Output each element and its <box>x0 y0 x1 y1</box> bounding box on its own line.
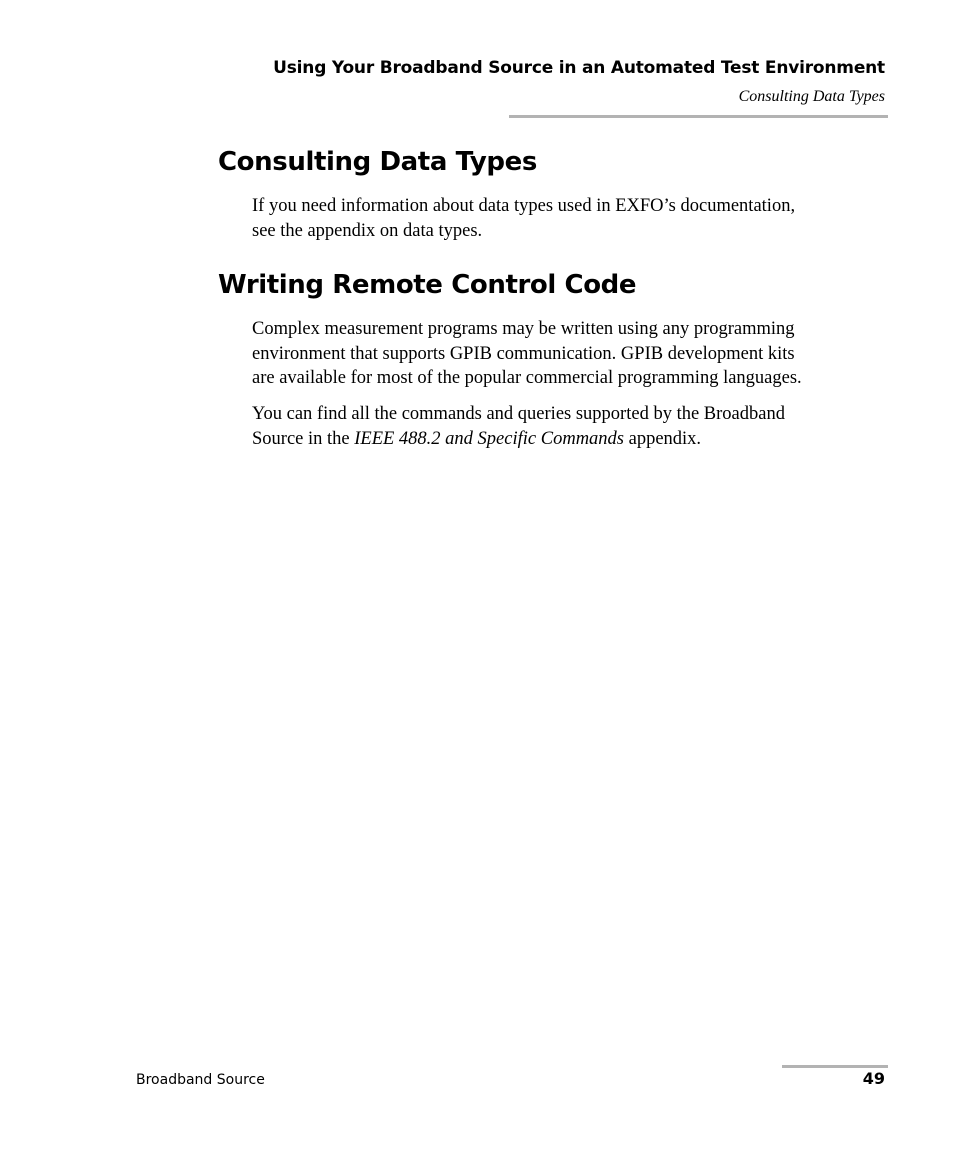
paragraph-programming-environments: Complex measurement programs may be written using any programming environment that supports GPIB communication. GPIB development kits are available for most of the popular commercial programming languages. <box>252 319 802 388</box>
header-divider <box>509 115 888 118</box>
running-header-chapter-title: Using Your Broadband Source in an Automated Test Environment <box>273 58 885 78</box>
section-heading-writing-remote-control-code: Writing Remote Control Code <box>218 270 637 300</box>
running-header <box>273 56 885 108</box>
footer-product-name: Broadband Source <box>136 1072 265 1088</box>
section-heading-consulting-data-types: Consulting Data Types <box>218 147 537 177</box>
paragraph-commands-reference <box>252 402 892 451</box>
reference-text-before: You can find all the commands and queries supported by the Broadband Source in the <box>252 404 785 449</box>
footer-divider <box>782 1065 888 1068</box>
reference-text-after: appendix. <box>624 428 702 449</box>
appendix-reference: IEEE 488.2 and Specific Commands <box>354 428 624 449</box>
running-header-section-title: Consulting Data Types <box>738 88 885 105</box>
paragraph-data-types: If you need information about data types used in EXFO’s documentation, see the appendix on data types. <box>252 196 796 241</box>
page-number: 49 <box>862 1069 885 1088</box>
